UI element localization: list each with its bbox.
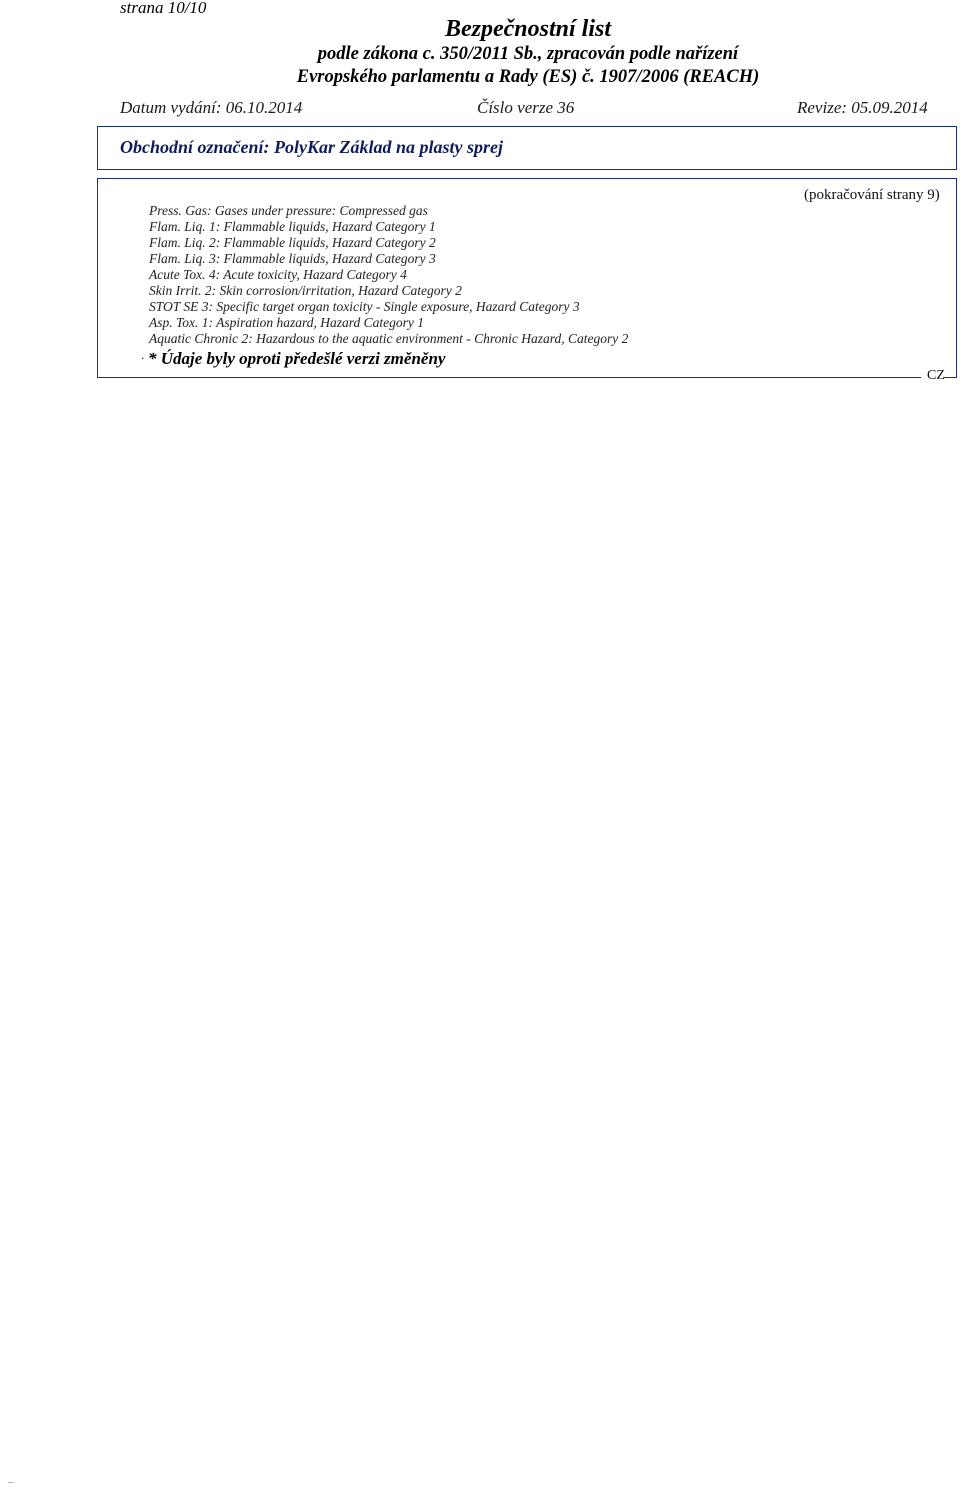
- hazard-legend: [149, 203, 628, 347]
- issue-date: Datum vydání: 06.10.2014: [120, 98, 303, 117]
- change-note: [141, 349, 445, 369]
- document-subtitle-line2: Evropského parlamentu a Rady (ES) č. 1907/2006 (REACH): [296, 67, 760, 87]
- page-number: strana 10/10: [120, 0, 207, 17]
- legend-item: Acute Tox. 4: Acute toxicity, Hazard Category 4: [149, 267, 407, 282]
- legend-item: Flam. Liq. 1: Flammable liquids, Hazard Category 1: [149, 219, 436, 234]
- language-code: CZ: [927, 368, 945, 383]
- legend-item: Aquatic Chronic 2: Hazardous to the aquatic environment - Chronic Hazard, Category 2: [149, 331, 629, 346]
- document-title: Bezpečnostní list: [444, 16, 612, 42]
- box-bottom-rule: [97, 377, 921, 378]
- trade-name: Obchodní označení: PolyKar Základ na plasty sprej: [120, 137, 504, 157]
- version-number: Číslo verze 36: [477, 98, 575, 117]
- corner-mark: ...: [8, 1476, 14, 1485]
- legend-item: Skin Irrit. 2: Skin corrosion/irritation, Hazard Category 2: [149, 283, 462, 298]
- document-subtitle-line1: podle zákona c. 350/2011 Sb., zpracován podle nařízení: [317, 44, 739, 64]
- legend-item: Press. Gas: Gases under pressure: Compressed gas: [149, 203, 428, 218]
- legend-item: Asp. Tox. 1: Aspiration hazard, Hazard Category 1: [149, 315, 425, 330]
- change-note-bullet: ·: [141, 351, 144, 365]
- revision-date: Revize: 05.09.2014: [797, 98, 928, 117]
- legend-item: Flam. Liq. 3: Flammable liquids, Hazard Category 3: [149, 251, 436, 266]
- box-bottom-rule-end: [944, 377, 957, 378]
- continuation-note: (pokračování strany 9): [804, 187, 940, 203]
- change-note-text: * Údaje byly oproti předešlé verzi změněny: [148, 349, 446, 368]
- legend-item: Flam. Liq. 2: Flammable liquids, Hazard Category 2: [149, 235, 436, 250]
- legend-item: STOT SE 3: Specific target organ toxicity - Single exposure, Hazard Category 3: [149, 299, 580, 314]
